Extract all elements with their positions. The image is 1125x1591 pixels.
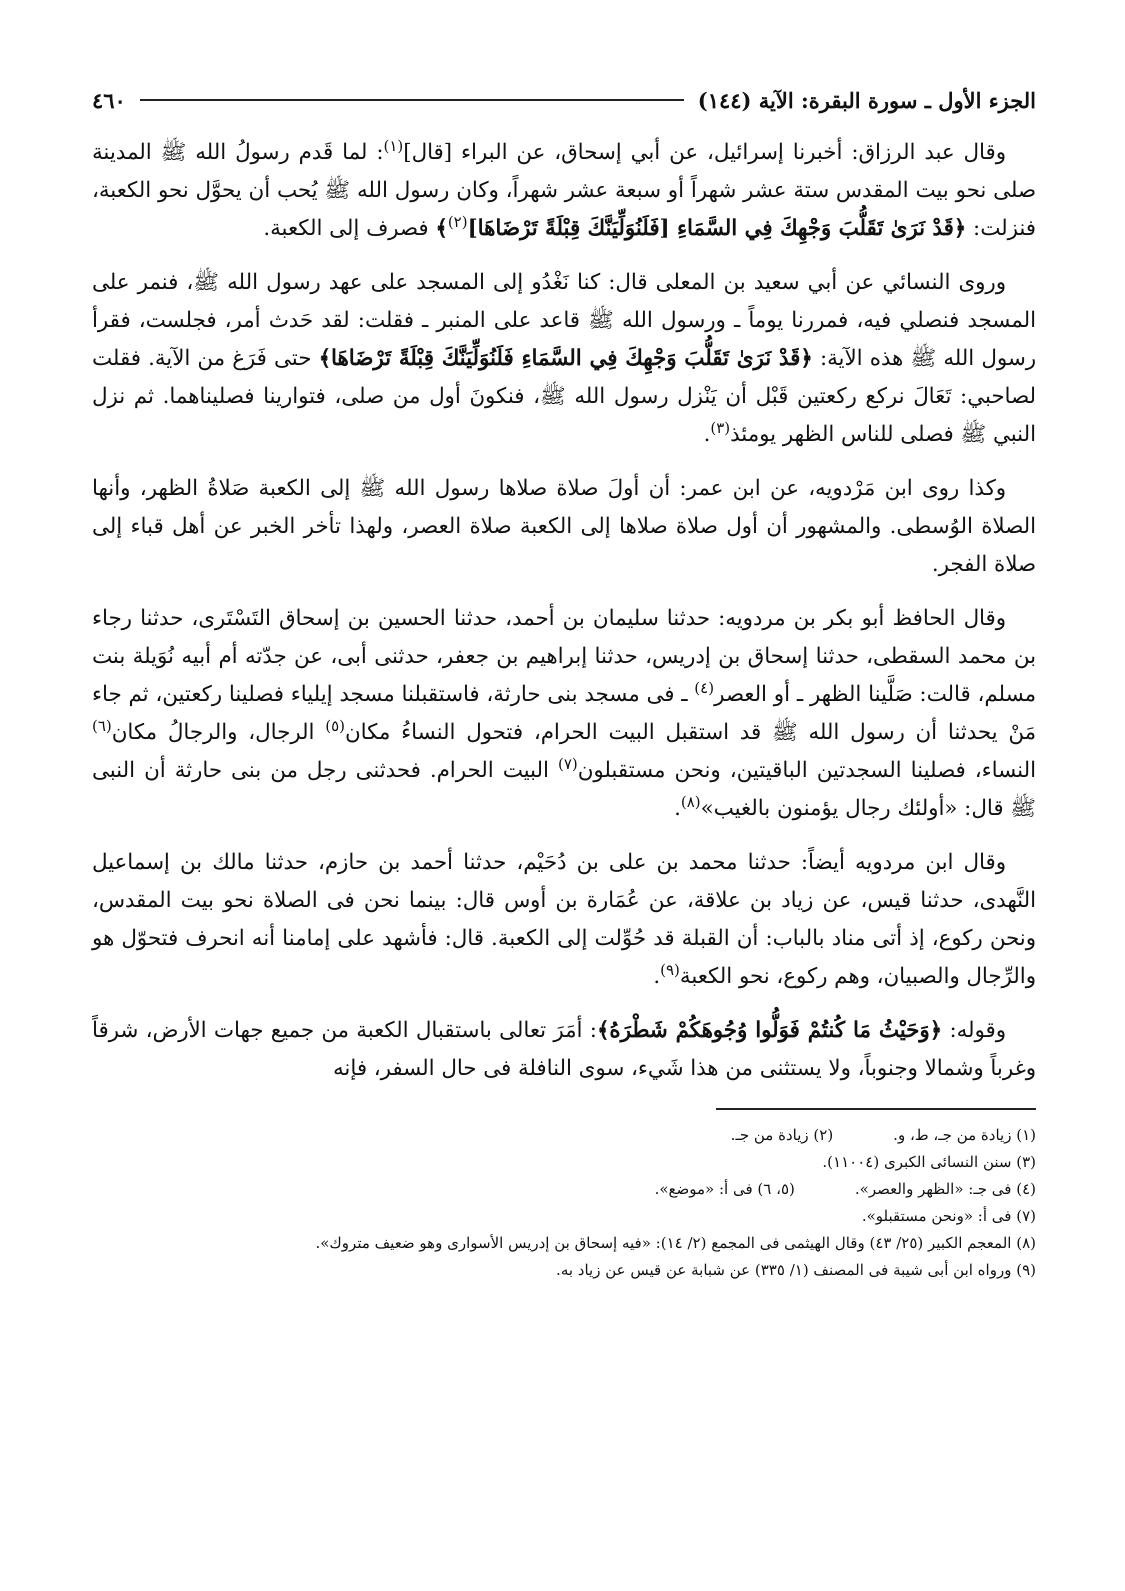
footnote-ref[interactable]: (٦) [92,716,112,735]
footnote-4: (٤) فى جـ: «الظهر والعصر». [854,1180,1036,1198]
footnote-row [92,1122,1036,1149]
footnote-row [92,1257,1036,1284]
footnote-ref[interactable]: (١) [383,136,404,155]
paragraph-3: وكذا روى ابن مَرْدويه، عن ابن عمر: أن أولَ صلاة صلاها رسول الله ﷺ إلى الكعبة صَلاةُ الظهر، وأنها الصلاة الوُسطى. والمشهور أن أول صلاة صلاها إلى الكعبة صلاة العصر، ولهذا تأخر الخبر عن أهل قباء إلى صلاة الفجر. [92,476,1036,577]
quran-verse-end: ﴾ [435,216,448,241]
text: : أمَرَ تعالى باستقبال الكعبة من جميع جهات الأرض، شرقاً وغرباً وشمالا وجنوباً، ولا يستثنى من هذا شَيء، سوى النافلة فى حال السفر، فإنه [92,1018,1036,1081]
page-number: ٤٦٠ [92,87,126,113]
footnote-8: (٨) المعجم الكبير (٢٥/ ٤٣) وقال الهيثمى فى المجمع (٢/ ١٤): «فيه إسحاق بن إدريس الأسوارى وهو ضعيف متروك». [315,1234,1036,1252]
paragraph-6 [92,1012,1036,1088]
footnote-5-6: (٥، ٦) فى أ: «موضع». [654,1180,795,1198]
text: ـ فى مسجد بنى حارثة، فاستقبلنا مسجد إيلياء فصلينا ركعتين، ثم جاء مَنْ يحدثنا أن رسول الله ﷺ قد استقبل البيت الحرام، فتحول النساءُ مكان [92,682,1036,745]
text: وقوله: [942,1018,1006,1043]
text: البيت الحرام. فحدثنى رجل من بنى حارثة أن النبى ﷺ قال: «أولئك رجال يؤمنون بالغيب» [92,758,1036,821]
footnote-ref[interactable]: (٩) [660,960,680,979]
text: : لما قَدم رسولُ الله ﷺ المدينة صلى نحو بيت المقدس ستة عشر شهراً أو سبعة عشر شهراً، وكان رسول الله ﷺ يُحب أن يحوَّل نحو الكعبة، فنزلت: [92,140,1036,241]
text: وروى النسائي عن أبي سعيد بن المعلى قال: كنا نَغْدُو إلى المسجد على عهد رسول الله ﷺ، فنمر على المسجد فنصلي فيه، فمررنا يوماً ـ ورسول الله ﷺ قاعد على المنبر ـ فقلت: لقد حَدث أمر، فجلست، فقرأ رسول الله ﷺ هذه الآية: [92,270,1036,371]
footnote-2: (٢) زيادة من جـ. [730,1126,834,1144]
paragraph-2 [92,264,1036,454]
footnote-9: (٩) ورواه ابن أبى شيبة فى المصنف (١/ ٣٣٥) عن شبابة عن قيس عن زياد به. [556,1261,1036,1279]
header-title: الجزء الأول ـ سورة البقرة: الآية (١٤٤) [697,87,1036,113]
footnote-ref[interactable]: (٥) [325,716,345,735]
footnotes [92,1122,1036,1284]
text: حتى فَرَغ من الآية. فقلت لصاحبي: تَعَالَ نركع ركعتين قَبْل أن يَنْزل رسول الله ﷺ، فنكونَ أول من صلى، فتوارينا فصليناهما. ثم نزل النبي ﷺ فصلى للناس الظهر يومئذ [92,346,1036,447]
text: . [703,422,711,447]
paragraph-1 [92,134,1036,248]
text: . [653,964,661,989]
quran-verse: ﴿قَدْ نَرَىٰ تَقَلُّبَ وَجْهِكَ فِي السَّمَاءِ فَلَنُوَلِّيَنَّكَ قِبْلَةً تَرْضَاهَا﴾ [318,346,813,371]
footnote-row [92,1230,1036,1257]
footnote-ref[interactable]: (٨) [680,792,701,811]
footnote-ref[interactable]: (٢) [447,212,468,231]
text: النساء، فصلينا السجدتين الباقيتين، ونحن مستقبلون [577,758,1036,783]
quran-verse: ﴿قَدْ نَرَىٰ تَقَلُّبَ وَجْهِكَ فِي السَّمَاءِ [فَلَنُوَلِّيَنَّكَ قِبْلَةً تَرْضَاهَا] [467,216,967,241]
footnote-1: (١) زيادة من جـ، ط، و. [893,1126,1036,1144]
footnote-rule [716,1108,1036,1110]
text: . [674,796,681,821]
paragraph-5 [92,844,1036,996]
text: وقال الحافظ أبو بكر بن مردويه: حدثنا سليمان بن أحمد، حدثنا الحسين بن إسحاق التَسْتَرى، حدثنا رجاء بن محمد السقطى، حدثنا إسحاق بن إدريس، حدثنا إبراهيم بن جعفر، حدثنى أبى، عن جدّته أم أبيه نُوَيلة بنت مسلم، قالت: صَلَّينا الظهر ـ أو العصر [92,606,1036,707]
footnote-ref[interactable]: (٤) [694,678,715,697]
page [92,80,1036,1284]
text: الرجال، والرجالُ مكان [111,720,326,745]
running-header [92,80,1036,120]
footnote-row [92,1176,1036,1203]
text: فصرف إلى الكعبة. [263,216,436,241]
footnote-row [92,1149,1036,1176]
paragraph-4 [92,600,1036,828]
footnote-3: (٣) سنن النسائى الكبرى (١١٠٠٤). [822,1153,1036,1171]
footnote-ref[interactable]: (٣) [710,418,731,437]
footnote-ref[interactable]: (٧) [557,754,578,773]
footnote-row [92,1203,1036,1230]
text: وقال ابن مردويه أيضاً: حدثنا محمد بن على بن دُحَيْم، حدثنا أحمد بن حازم، حدثنا مالك بن إسماعيل النَّهدى، حدثنا قيس، عن زياد بن علاقة، عن عُمَارة بن أوس قال: بينما نحن فى الصلاة نحو بيت المقدس، ونحن ركوع، إذ أتى مناد بالباب: أن القبلة قد حُوِّلت إلى الكعبة. قال: فأشهد على إمامنا أنه انحرف فتحوّل هو والرِّجال والصبيان، وهم ركوع، نحو الكعبة [92,850,1036,989]
footnote-7: (٧) فى أ: «ونحن مستقبلو». [861,1207,1036,1225]
header-rule [140,99,684,101]
quran-verse: ﴿وَحَيْثُ مَا كُنتُمْ فَوَلُّوا وُجُوهَكُمْ شَطْرَهُ﴾ [596,1018,943,1043]
text: وقال عبد الرزاق: أخبرنا إسرائيل، عن أبي إسحاق، عن البراء [قال] [403,140,1006,165]
